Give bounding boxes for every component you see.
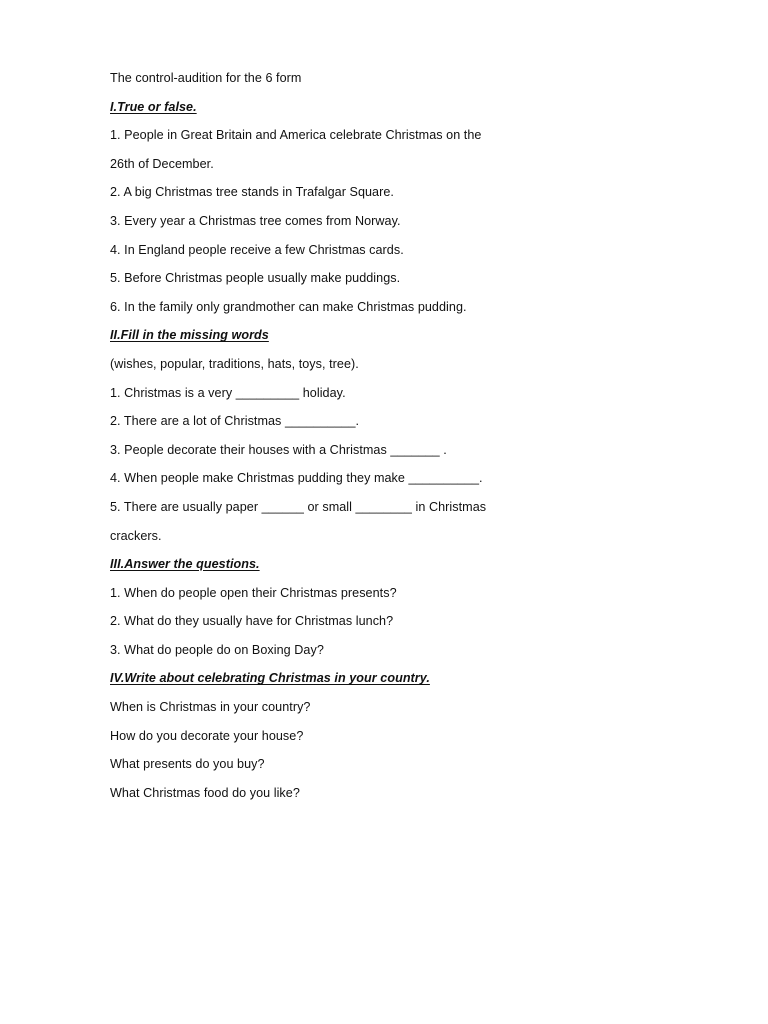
writing-prompt: What presents do you buy? <box>110 757 265 772</box>
fill-in-item: 5. There are usually paper ______ or small ________ in Christmas <box>110 499 487 514</box>
fill-in-item-continuation: crackers. <box>110 528 162 543</box>
true-false-item: 6. In the family only grandmother can make Christmas pudding. <box>110 299 467 314</box>
document-title: The control-audition for the 6 form <box>110 71 302 85</box>
document-content <box>110 68 710 811</box>
question-item: 3. What do people do on Boxing Day? <box>110 642 324 657</box>
section-heading-fill-in: II.Fill in the missing words <box>110 328 269 343</box>
section-heading-writing: IV.Write about celebrating Christmas in your country. <box>110 671 430 686</box>
true-false-item: 5. Before Christmas people usually make puddings. <box>110 271 401 286</box>
fill-in-item: 4. When people make Christmas pudding they make __________. <box>110 471 483 486</box>
fill-in-item: 3. People decorate their houses with a Christmas _______ . <box>110 442 447 457</box>
fill-in-item: 2. There are a lot of Christmas __________. <box>110 414 360 429</box>
section-heading-true-false: I.True or false. <box>110 99 197 114</box>
true-false-item: 4. In England people receive a few Christmas cards. <box>110 242 404 257</box>
true-false-item: 1. People in Great Britain and America celebrate Christmas on the <box>110 128 482 143</box>
true-false-item: 3. Every year a Christmas tree comes from Norway. <box>110 213 401 228</box>
fill-in-item: 1. Christmas is a very _________ holiday. <box>110 385 346 400</box>
writing-prompt: How do you decorate your house? <box>110 728 304 743</box>
writing-prompt: What Christmas food do you like? <box>110 785 300 800</box>
word-bank-note: (wishes, popular, traditions, hats, toys, tree). <box>110 356 359 371</box>
section-heading-questions: III.Answer the questions. <box>110 557 260 572</box>
true-false-item-continuation: 26th of December. <box>110 156 214 171</box>
question-item: 1. When do people open their Christmas presents? <box>110 585 397 600</box>
writing-prompt: When is Christmas in your country? <box>110 700 311 715</box>
true-false-item: 2. A big Christmas tree stands in Trafalgar Square. <box>110 185 394 200</box>
question-item: 2. What do they usually have for Christmas lunch? <box>110 614 394 629</box>
